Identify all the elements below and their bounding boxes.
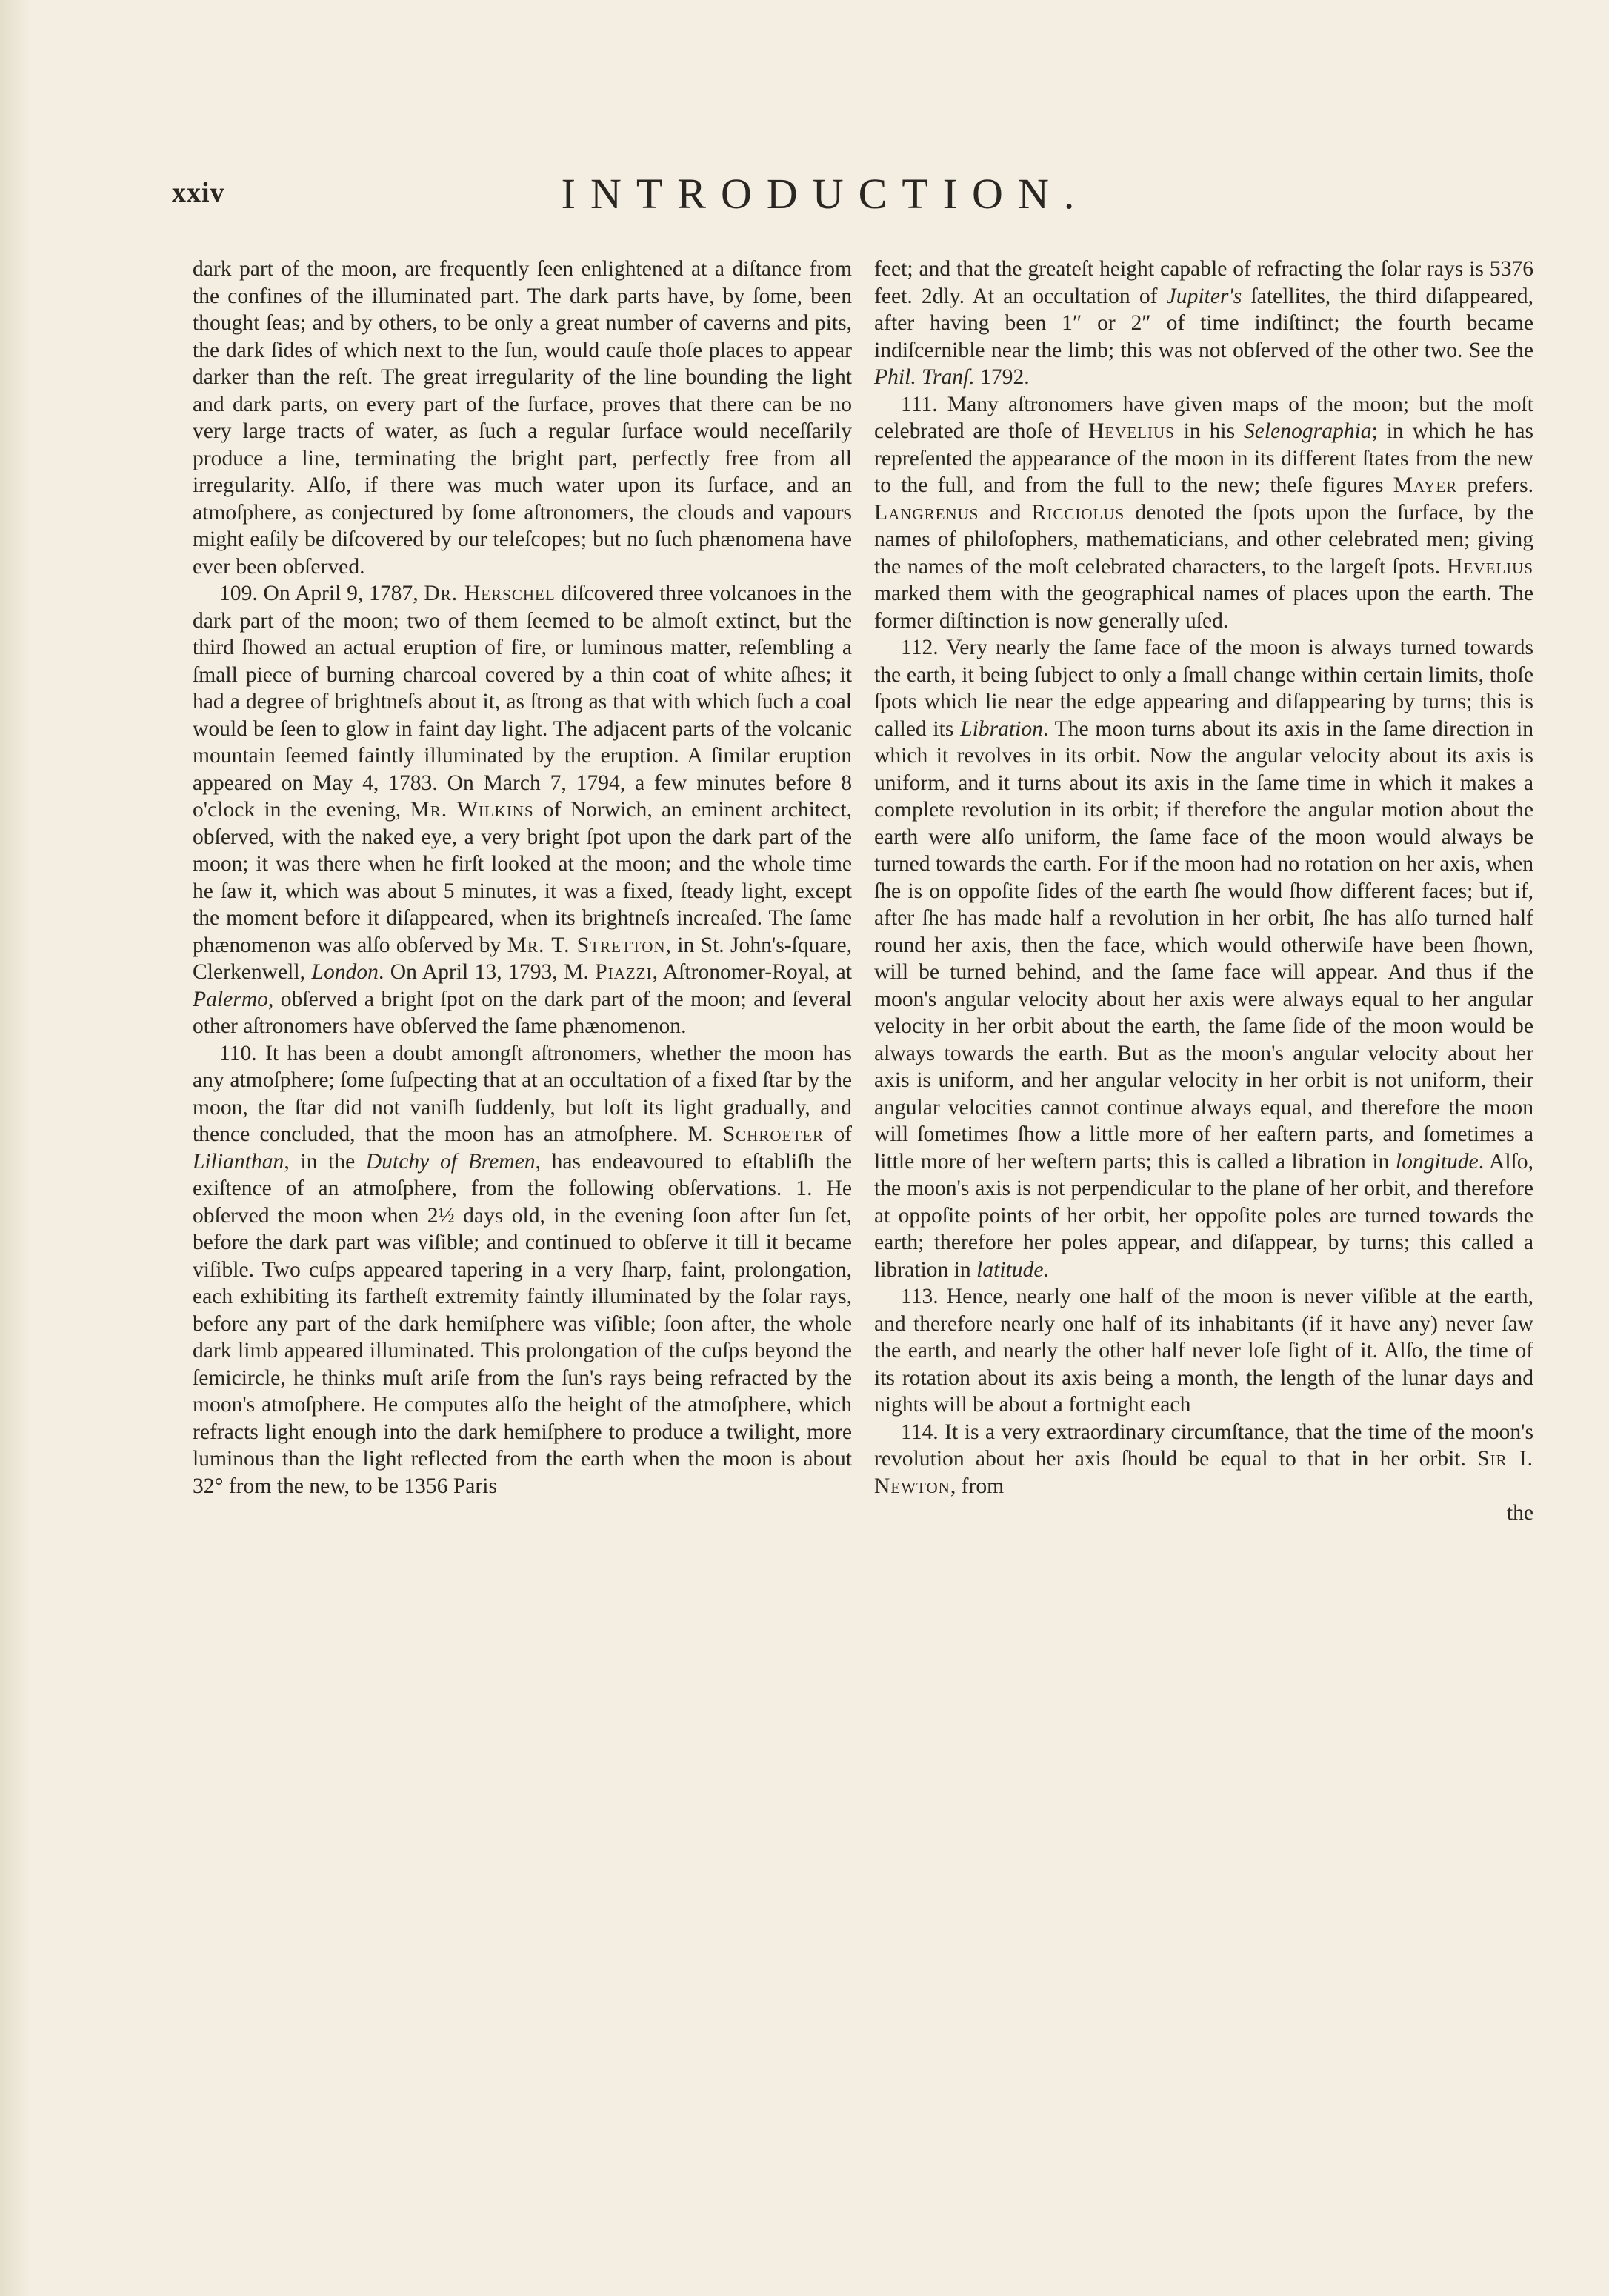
text-run: marked them with the geographical names of places upon the earth. The former diſtinction is now generally uſed. [874,582,1533,633]
paragraph [193,256,852,580]
running-head: INTRODUCTION. [561,170,1090,218]
text-run: . On April 13, 1793, M. [378,960,596,984]
small-caps-name: Langrenus [874,500,979,525]
small-caps-name: Mayer [1393,473,1458,497]
italic-term: Selenographia [1244,419,1372,443]
text-run: , in the [284,1149,366,1174]
italic-term: Dutchy of Bremen [365,1149,536,1174]
small-caps-name: Ricciolus [1031,500,1125,525]
text-run: 111. Many aſtronomers have given maps of the moon; but the moſt celebrated are thoſe of [874,392,1533,443]
small-caps-name: Mr. Wilkins [410,798,534,822]
text-run: 110. It has been a doubt amongſt aſtronomers, whether the moon has any atmoſphere; ſome ſuſpecting that at an occultation of a fixed ſtar by the moon, the ſtar did not vaniſh ſuddenly, but loſt its light gradually, and thence concluded, that the moon has an atmoſphere. M. [193,1041,852,1146]
small-caps-name: Piazzi [595,960,653,984]
paragraph [193,580,852,1040]
italic-term: Palermo [193,987,268,1011]
text-run: , from [950,1474,1005,1498]
text-run: , Aſtronomer-Royal, at [652,960,852,984]
text-run: ; in which he has repreſented the appearance of the moon in its different ſtates from the new to the full, and from the full to the new; theſe figures [874,419,1534,497]
paragraph [874,1419,1533,1500]
text-run: feet; and that the greateſt height capable of refracting the ſolar rays is 5376 feet. 2dly. At an occultation of [874,257,1533,308]
text-run: and [979,500,1032,525]
small-caps-name: Hevelius [1087,419,1175,443]
italic-term: Lilianthan [193,1149,284,1174]
text-run: of [824,1122,852,1146]
small-caps-name: Schroeter [722,1122,824,1146]
text-run: , has endeavoured to eſtabliſh the exiſtence of an atmoſphere, from the following obſervations. 1. He obſerved the moon when 2½ days old, in the evening ſoon after ſun ſet, before the dark part was viſible; and continued to obſerve it till it became viſible. Two cuſps appeared tapering in a very ſharp, faint, prolongation, each exhibiting its fartheſt extremity faintly illuminated by the ſolar rays, before any part of the dark hemiſphere was viſible; ſoon after, the whole dark limb appeared illuminated. This prolongation of the cuſps beyond the ſemicircle, he thinks muſt ariſe from the ſun's rays being refracted by the moon's atmoſphere. He computes alſo the height of the atmoſphere, which refracts light enough into the dark hemiſphere to produce a twilight, more luminous than the light reflected from the earth when the moon is about 32° from the new, to be 1356 Paris [193,1149,852,1498]
small-caps-name: Hevelius [1447,554,1533,579]
text-run: of Norwich, an eminent architect, obſerved, with the naked eye, a very bright ſpot upon the dark part of the moon; it was there when he firſt looked at the moon; and the whole time he ſaw it, which was about 5 minutes, it was a fixed, ſteady light, except the moment before it diſappeared, when its brightneſs increaſed. The ſame phænomenon was alſo obſerved by [193,798,853,957]
text-run: 1792. [974,365,1030,389]
paragraph [874,634,1533,1283]
paragraph [874,391,1533,635]
text-run: 114. It is a very extraordinary circumſtance, that the time of the moon's revolution about her axis ſhould be equal to that in her orbit. [874,1420,1533,1471]
left-column [193,256,852,2034]
paragraph [193,1040,852,1500]
paragraph [874,1283,1533,1419]
page-edge-shade [0,0,30,2296]
text-run: denoted the ſpots upon the ſurface, by the names of philoſophers, mathematicians, and other celebrated men; giving the names of the moſt celebrated characters, to the largeſt ſpots. [874,500,1533,579]
text-run: . [1043,1257,1049,1282]
italic-term: Libration [960,716,1043,741]
text-run: prefers. [1457,473,1533,497]
text-run: diſcovered three volcanoes in the dark part of the moon; two of them ſeemed to be almoſt extinct, but the third ſhowed an actual eruption of fire, or luminous matter, reſembling a ſmall piece of burning charcoal covered by a thin coat of white aſhes; it had a degree of brightneſs about it, as ſtrong as that with which ſuch a coal would be ſeen to glow in faint day light. The adjacent parts of the volcanic mountain ſeemed faintly illuminated by the eruption. A ſimilar eruption appeared on May 4, 1783. On March 7, 1794, a few minutes before 8 o'clock in the evening, [193,582,853,822]
italic-term: London [311,960,379,984]
right-column [874,256,1533,2034]
italic-term: Jupiter's [1166,284,1242,308]
paragraph [874,256,1533,391]
text-run: , in St. John's-ſquare, Clerkenwell, [193,933,852,984]
text-run: . The moon turns about its axis in the ſame direction in which it revolves in its orbit. Now the angular velocity about its axis is uniform, and it turns about its axis in the ſame time in which it makes a complete revolution in its orbit; if therefore the angular motion about the earth were alſo uniform, the ſame face of the moon would always be turned towards the earth. For if the moon had no rotation on her axis, when ſhe is on oppoſite ſides of the earth ſhe would ſhow different faces; but if, after ſhe has made half a revolution in her orbit, ſhe has alſo turned half round her axis, then the face, which would otherwiſe have been ſhown, will be turned behind, and the ſame face will appear. And thus if the moon's angular velocity about her axis were always equal to her angular velocity in her orbit about the earth, the ſame ſide of the moon would be always towards the earth. But as the moon's angular velocity about her axis is uniform, and her angular velocity in her orbit is not uniform, their angular velocities cannot continue always equal, and therefore the moon will ſometimes ſhow a little more of her eaſtern parts, and ſometimes a little more of her weſtern parts; this is called a libration in [874,716,1533,1174]
small-caps-name: Sir I. Newton [874,1447,1533,1498]
italic-term: latitude [976,1257,1044,1282]
page-number: xxiv [172,177,225,208]
small-caps-name: Mr. T. Stretton [507,933,666,957]
italic-term: longitude [1395,1149,1479,1174]
small-caps-name: Dr. Herschel [424,582,556,605]
text-run: 113. Hence, nearly one half of the moon is never viſible at the earth, and therefore nearly one half of its inhabitants (if it have any) never ſaw the earth, and nearly the other half never loſe ſight of it. Alſo, the time of its rotation about its axis being a month, the length of the lunar days and nights will be about a fortnight each [874,1285,1533,1417]
catchword: the [1506,1501,1533,1525]
text-run: 112. Very nearly the ſame face of the moon is always turned towards the earth, it being ſubject to only a ſmall change within certain limits, thoſe ſpots which lie near the edge appearing and diſappearing by turns; this is called its [874,636,1533,741]
text-run: ſatellites, the third diſappeared, after having been 1″ or 2″ of time indiſtinct; the fourth became indiſcernible near the limb; this was not obſerved of the other two. See the [874,284,1533,362]
text-run: 109. On April 9, 1787, [219,582,424,605]
italic-term: Phil. Tranſ. [874,365,975,389]
text-run: dark part of the moon, are frequently ſeen enlightened at a diſtance from the confines of the illuminated part. The dark parts have, by ſome, been thought ſeas; and by others, to be only a great number of caverns and pits, the dark ſides of which next to the ſun, would cauſe thoſe places to appear darker than the reſt. The great irregularity of the line bounding the light and dark parts, on every part of the ſurface, proves that there can be no very large tracts of water, as ſuch a regular ſurface would neceſſarily produce a line, terminating the bright part, perfectly free from all irregularity. Alſo, if there was much water upon its ſurface, and an atmoſphere, as conjectured by ſome aſtronomers, the clouds and vapours might eaſily be diſcovered by our teleſcopes; but no ſuch phænomena have ever been obſerved. [193,257,852,579]
text-run: in his [1174,419,1244,443]
text-run: . Alſo, the moon's axis is not perpendicular to the plane of her orbit, and therefore at oppoſite points of her orbit, her oppoſite poles are turned towards the earth; therefore her poles appear, and diſappear, by turns; this called a libration in [874,1149,1533,1282]
text-run: , obſerved a bright ſpot on the dark part of the moon; and ſeveral other aſtronomers have obſerved the ſame phænomenon. [193,987,852,1038]
